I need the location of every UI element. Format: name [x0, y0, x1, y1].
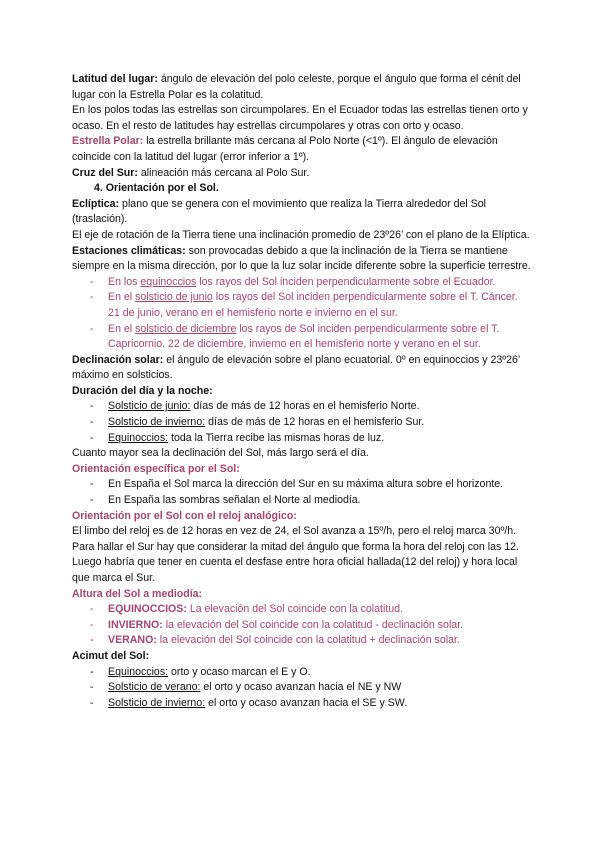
item-text: la elevación del Sol coincide con la colatitud - declinación solar. — [162, 618, 464, 631]
paragraph-polos: En los polos todas las estrellas son circumpolares. En el Ecuador todas las estrellas tienen orto y ocaso. En el resto de latitudes hay estrellas circumpolares y otras con orto y ocaso. — [72, 104, 528, 132]
dash: - — [90, 322, 94, 335]
item-text: el orto y ocaso avanzan hacia el NE y NW — [200, 681, 402, 694]
item-underlined: Solsticio de invierno: — [108, 416, 206, 429]
paragraph-reloj-2: Para hallar el Sur hay que considerar la mitad del ángulo que forma la hora del reloj con las 12. — [72, 540, 519, 553]
item-underlined: solsticio de diciembre — [135, 322, 237, 335]
paragraph-ecliptica — [72, 197, 532, 228]
term-estrella-polar: Estrella Polar: — [72, 135, 144, 148]
paragraph-declinacion — [72, 353, 532, 384]
item-text: En España el Sol marca la dirección del Sur en su máxima altura sobre el horizonte. — [108, 478, 504, 491]
definition-latitud: ángulo de elevación del polo celeste, porque el ángulo que forma el cénit del lugar con la Estrella Polar es la colatitud. — [72, 73, 521, 101]
definition-ecliptica: plano que se genera con el movimiento que realiza la Tierra alrededor del Sol (traslación). — [72, 197, 486, 226]
item-underlined: Equinoccios: — [108, 665, 169, 678]
item-text: En el — [108, 322, 136, 335]
dash: - — [90, 275, 94, 288]
list-item — [72, 415, 532, 431]
list-item — [72, 493, 532, 509]
item-text: En el — [108, 291, 136, 304]
item-text: La elevación del Sol coincide con la colatitud. — [186, 603, 404, 616]
term-latitud: Latitud del lugar: — [72, 73, 158, 85]
item-text: días de más de 12 horas en el hemisferio Sur. — [205, 416, 425, 429]
list-item — [72, 290, 532, 321]
list-item — [72, 665, 532, 681]
item-text: los rayos del Sol inciden perpendicularmente sobre el Ecuador. — [196, 275, 496, 288]
item-text: orto y ocaso marcan el E y O. — [168, 665, 311, 678]
list-item — [72, 477, 532, 493]
document-page — [72, 72, 532, 711]
dash: - — [90, 291, 94, 304]
dash: - — [90, 634, 94, 647]
dash: - — [90, 431, 94, 444]
paragraph-latitud — [72, 72, 532, 103]
definition-estaciones: son provocadas debido a que la inclinación de la Tierra se mantiene siempre en la misma dirección, por lo que la luz solar incide diferente sobre la superficie terrestre. — [72, 244, 531, 273]
paragraph-estaciones — [72, 244, 532, 275]
heading-acimut — [72, 649, 532, 665]
term-declinacion: Declinación solar: — [72, 353, 164, 366]
heading-duracion — [72, 384, 532, 400]
item-text: los rayos del Sol inciden perpendicularmente sobre el T. Cáncer. 21 de junio, verano en el hemisferio norte e invierno en el sur. — [108, 291, 518, 319]
item-term: EQUINOCCIOS: — [108, 603, 187, 616]
item-term: VERANO: — [108, 634, 157, 647]
heading-duracion-text: Duración del día y la noche: — [72, 384, 213, 397]
list-item — [72, 431, 532, 447]
dash: - — [90, 618, 94, 631]
dash: - — [90, 478, 94, 491]
heading-orientacion-reloj: Orientación por el Sol con el reloj analógico: — [72, 509, 297, 522]
item-text: la elevación del Sol coincide con la colatitud + declinación solar. — [156, 634, 460, 647]
estaciones-list — [72, 275, 532, 353]
item-text: toda la Tierra recibe las mismas horas de luz. — [168, 431, 385, 444]
item-text: En los — [108, 275, 141, 288]
paragraph-cuanto: Cuanto mayor sea la declinación del Sol, más largo será el día. — [72, 447, 369, 460]
heading-altura-sol: Altura del Sol a mediodía: — [72, 587, 203, 600]
list-item — [72, 322, 532, 353]
orientacion-especifica-list — [72, 477, 532, 508]
dash: - — [90, 416, 94, 429]
item-underlined: equinoccios — [140, 275, 197, 288]
item-underlined: solsticio de junio — [135, 291, 213, 304]
item-term: INVIERNO: — [108, 618, 163, 631]
item-underlined: Equinoccios: — [108, 431, 169, 444]
item-text: el orto y ocaso avanzan hacia el SE y SW. — [205, 696, 408, 709]
list-item — [72, 275, 532, 291]
definition-estrella-polar: la estrella brillante más cercana al Polo Norte (<1º). El ángulo de elevación coincide con la latitud del lugar (error inferior a 1º). — [72, 135, 498, 163]
list-item — [72, 633, 532, 649]
list-item — [72, 696, 532, 712]
item-text: los rayos de Sol inciden perpendicularmente sobre el T. Capricornio. 22 de diciembre, invierno en el hemisferio norte y verano en el sur. — [108, 322, 500, 351]
item-underlined: Solsticio de junio: — [108, 400, 191, 413]
dash: - — [90, 400, 94, 413]
altura-list — [72, 602, 532, 649]
paragraph-estrella-polar — [72, 134, 532, 165]
paragraph-eje: El eje de rotación de la Tierra tiene una inclinación promedio de 23º26’ con el plano de la Elíptica. — [72, 228, 530, 241]
dash: - — [90, 696, 94, 709]
dash: - — [90, 681, 94, 694]
heading-orientacion-especifica: Orientación específica por el Sol: — [72, 462, 240, 475]
term-cruz-del-sur: Cruz del Sur: — [72, 166, 138, 179]
section-heading-4: 4. Orientación por el Sol. — [94, 182, 219, 195]
paragraph-reloj-1: El limbo del reloj es de 12 horas en vez de 24, el Sol avanza a 15º/h, pero el reloj marca 30º/h. — [72, 525, 517, 538]
item-text: días de más de 12 horas en el hemisferio Norte. — [190, 400, 420, 413]
paragraph-reloj-3: Luego habría que tener en cuenta el desfase entre hora oficial hallada(12 del reloj) y hora local que marca el Sur. — [72, 556, 518, 584]
list-item — [72, 399, 532, 415]
dash: - — [90, 603, 94, 616]
paragraph-cruz-del-sur — [72, 166, 532, 182]
dash: - — [90, 494, 94, 507]
term-estaciones: Estaciones climáticas: — [72, 244, 186, 257]
definition-declinacion: el ángulo de elevación sobre el plano ecuatorial. 0º en equinoccios y 23º26’ máximo en solsticios. — [72, 353, 520, 382]
duracion-list — [72, 399, 532, 446]
term-ecliptica: Eclíptica: — [72, 197, 120, 210]
dash: - — [90, 665, 94, 678]
acimut-list — [72, 665, 532, 712]
item-underlined: Solsticio de invierno: — [108, 696, 206, 709]
list-item — [72, 680, 532, 696]
definition-cruz-del-sur: alineación más cercana al Polo Sur. — [137, 166, 310, 179]
list-item — [72, 602, 532, 618]
item-text: En España las sombras señalan el Norte al mediodía. — [108, 494, 361, 507]
item-underlined: Solsticio de verano: — [108, 681, 201, 694]
list-item — [72, 618, 532, 634]
heading-acimut-text: Acimut del Sol: — [72, 649, 150, 662]
